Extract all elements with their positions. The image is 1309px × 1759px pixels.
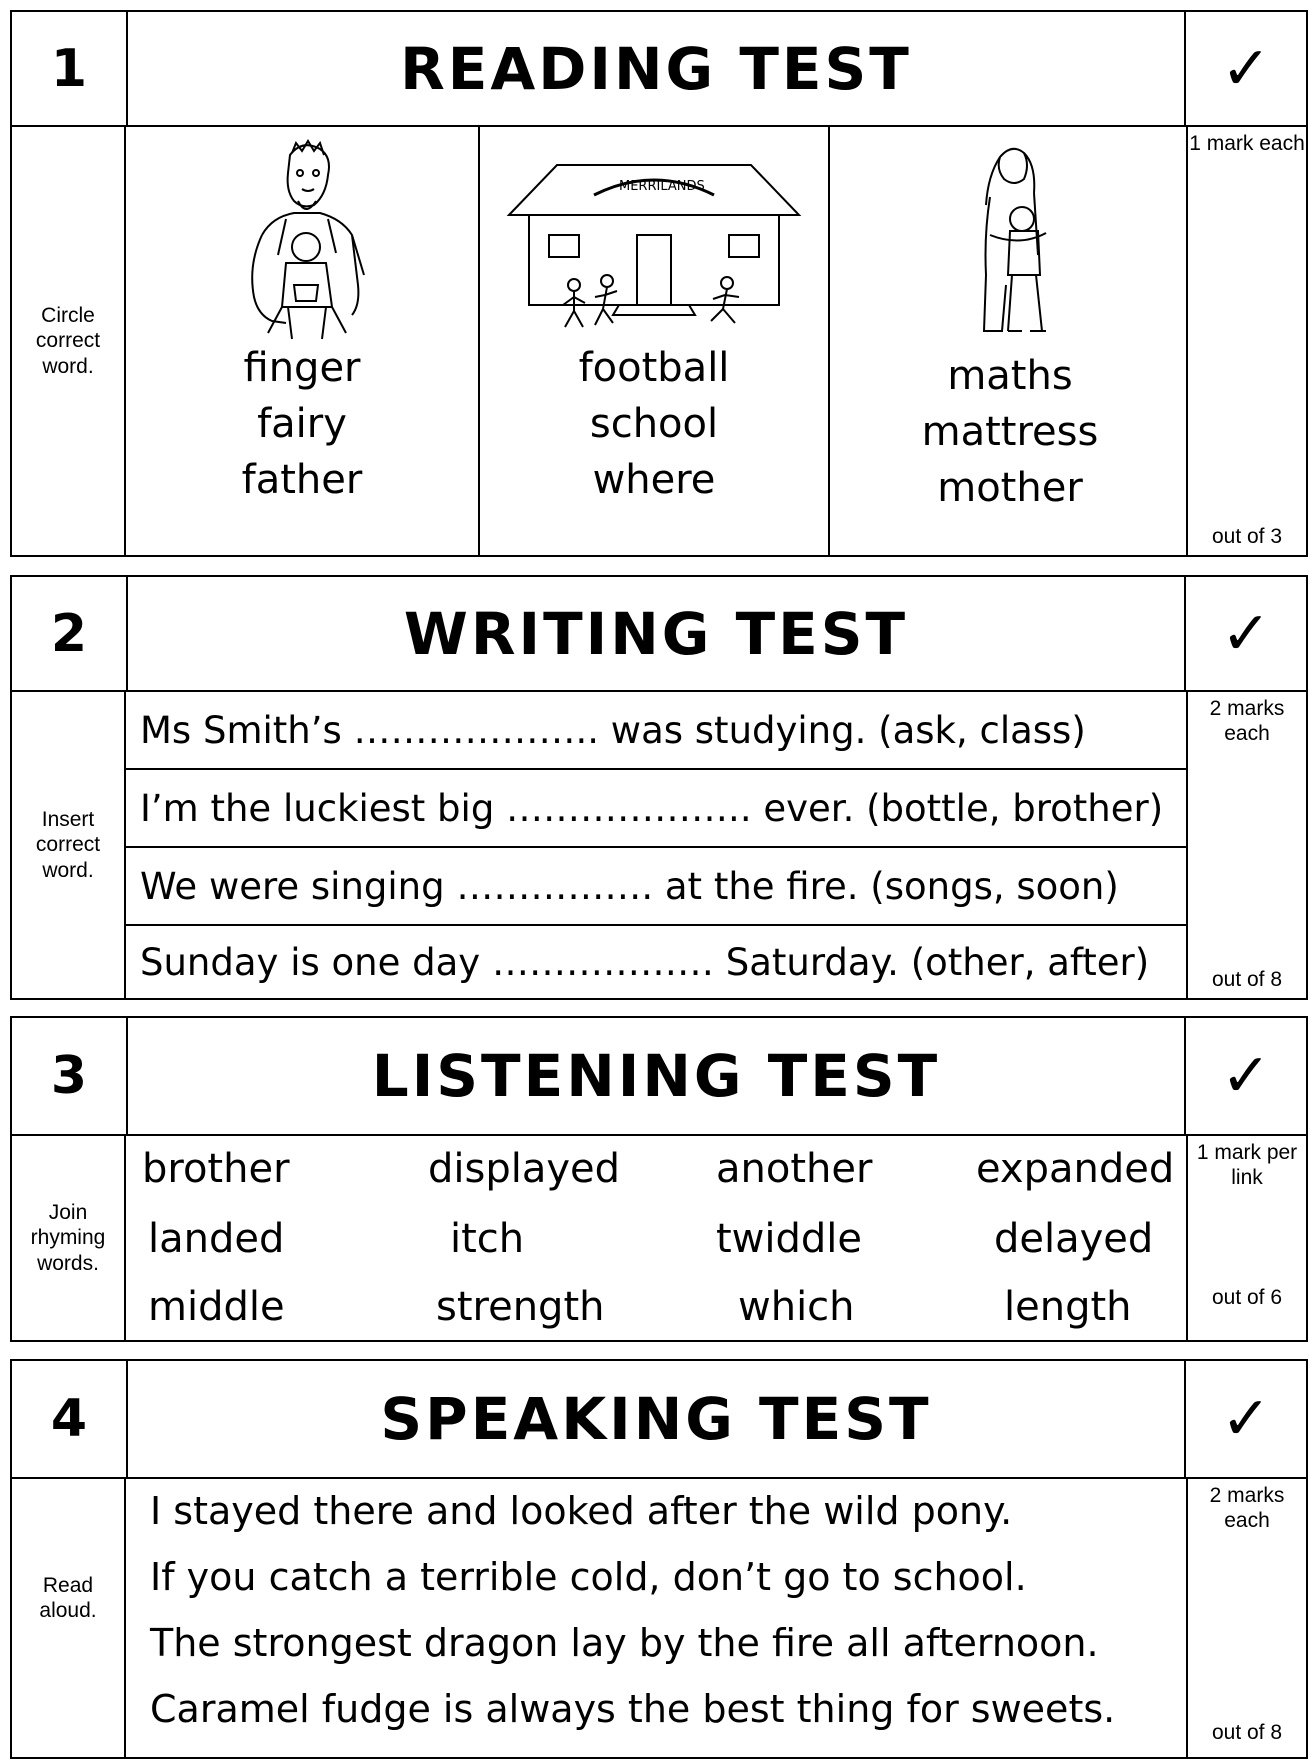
rhyme-word[interactable]: brother <box>142 1146 290 1192</box>
sentence-text: I’m the luckiest big ……………….. ever. (bottle, brother) <box>140 786 1164 830</box>
picture-card-mother <box>830 127 1190 555</box>
father-with-baby-icon <box>126 135 478 340</box>
rhyming-words-grid <box>126 1136 1186 1340</box>
picture-card-school <box>480 127 830 555</box>
rhyme-word[interactable]: landed <box>148 1216 285 1262</box>
writing-sentences <box>126 692 1186 998</box>
rhyme-word[interactable]: expanded <box>976 1146 1175 1192</box>
tick-box <box>1184 577 1306 690</box>
marks-column <box>1186 127 1306 555</box>
rhyme-word[interactable]: twiddle <box>716 1216 863 1262</box>
marks-total: out of 8 <box>1211 968 1283 991</box>
instruction: Insert correct word. <box>12 692 126 998</box>
read-aloud-sentence: Caramel fudge is always the best thing for sweets. <box>150 1687 1116 1731</box>
rhyme-word[interactable]: strength <box>436 1284 605 1330</box>
speaking-header <box>12 1361 1306 1479</box>
picture-card-father <box>126 127 480 555</box>
rhyme-word[interactable]: itch <box>450 1216 525 1262</box>
rhyme-word[interactable]: displayed <box>428 1146 621 1192</box>
school-building-icon <box>480 135 828 340</box>
rhyme-word[interactable]: length <box>1004 1284 1132 1330</box>
sentence-gap-fill[interactable] <box>126 848 1186 926</box>
marks-column <box>1186 1136 1306 1340</box>
section-title: READING TEST <box>400 34 912 103</box>
section-number: 1 <box>12 12 128 125</box>
word-option[interactable]: mother <box>937 465 1083 511</box>
sentence-gap-fill[interactable] <box>126 770 1186 848</box>
marks-allocation: 1 mark per link <box>1196 1141 1298 1190</box>
marks-allocation: 2 marks each <box>1209 697 1285 746</box>
instruction: Join rhyming words. <box>12 1136 126 1340</box>
word-option[interactable]: mattress <box>921 409 1099 455</box>
instruction: Circle correct word. <box>12 127 126 555</box>
instruction: Read aloud. <box>12 1479 126 1757</box>
sentence-gap-fill[interactable] <box>126 692 1186 770</box>
reading-header <box>12 12 1306 127</box>
section-number: 4 <box>12 1361 128 1477</box>
tick-icon: ✓ <box>1220 1384 1272 1454</box>
reading-section <box>10 10 1308 557</box>
reading-pictures <box>126 127 1186 555</box>
section-number: 2 <box>12 577 128 690</box>
read-aloud-sentences <box>126 1479 1186 1757</box>
word-option[interactable]: fairy <box>257 401 347 447</box>
rhyme-word[interactable]: delayed <box>994 1216 1154 1262</box>
tick-icon: ✓ <box>1220 33 1272 104</box>
listening-header <box>12 1018 1306 1136</box>
marks-total: out of 6 <box>1211 1286 1283 1309</box>
word-option[interactable]: finger <box>243 345 361 391</box>
word-option[interactable]: where <box>592 457 716 503</box>
read-aloud-sentence: I stayed there and looked after the wild pony. <box>150 1489 1013 1533</box>
speaking-section <box>10 1359 1308 1759</box>
sentence-gap-fill[interactable] <box>126 926 1186 998</box>
rhyme-word[interactable]: middle <box>148 1284 285 1330</box>
marks-total: out of 8 <box>1211 1721 1283 1744</box>
word-option[interactable]: maths <box>947 353 1073 399</box>
school-sign: MERRILANDS <box>619 179 705 194</box>
read-aloud-sentence: The strongest dragon lay by the fire all afternoon. <box>150 1621 1099 1665</box>
writing-header <box>12 577 1306 692</box>
writing-section <box>10 575 1308 1000</box>
word-option[interactable]: school <box>589 401 719 447</box>
tick-box <box>1184 12 1306 125</box>
mother-hugging-child-icon <box>830 135 1190 340</box>
section-number: 3 <box>12 1018 128 1134</box>
marks-allocation: 2 marks each <box>1209 1484 1285 1533</box>
section-title: WRITING TEST <box>403 599 909 668</box>
word-option[interactable]: father <box>241 457 363 503</box>
marks-total: out of 3 <box>1211 525 1283 548</box>
tick-icon: ✓ <box>1220 598 1272 669</box>
sentence-text: We were singing ……………. at the fire. (songs, soon) <box>140 864 1119 908</box>
marks-allocation: 1 mark each <box>1189 132 1305 155</box>
sentence-text: Sunday is one day ……………… Saturday. (other, after) <box>140 940 1150 984</box>
section-title: SPEAKING TEST <box>380 1385 932 1453</box>
rhyme-word[interactable]: which <box>738 1284 855 1330</box>
word-option[interactable]: football <box>578 345 730 391</box>
listening-section <box>10 1016 1308 1342</box>
section-title: LISTENING TEST <box>371 1042 941 1110</box>
tick-icon: ✓ <box>1220 1041 1272 1111</box>
marks-column <box>1186 692 1306 998</box>
tick-box <box>1184 1018 1306 1134</box>
tick-box <box>1184 1361 1306 1477</box>
sentence-text: Ms Smith’s ……………….. was studying. (ask, class) <box>140 708 1086 752</box>
marks-column <box>1186 1479 1306 1757</box>
read-aloud-sentence: If you catch a terrible cold, don’t go to school. <box>150 1555 1027 1599</box>
rhyme-word[interactable]: another <box>716 1146 873 1192</box>
